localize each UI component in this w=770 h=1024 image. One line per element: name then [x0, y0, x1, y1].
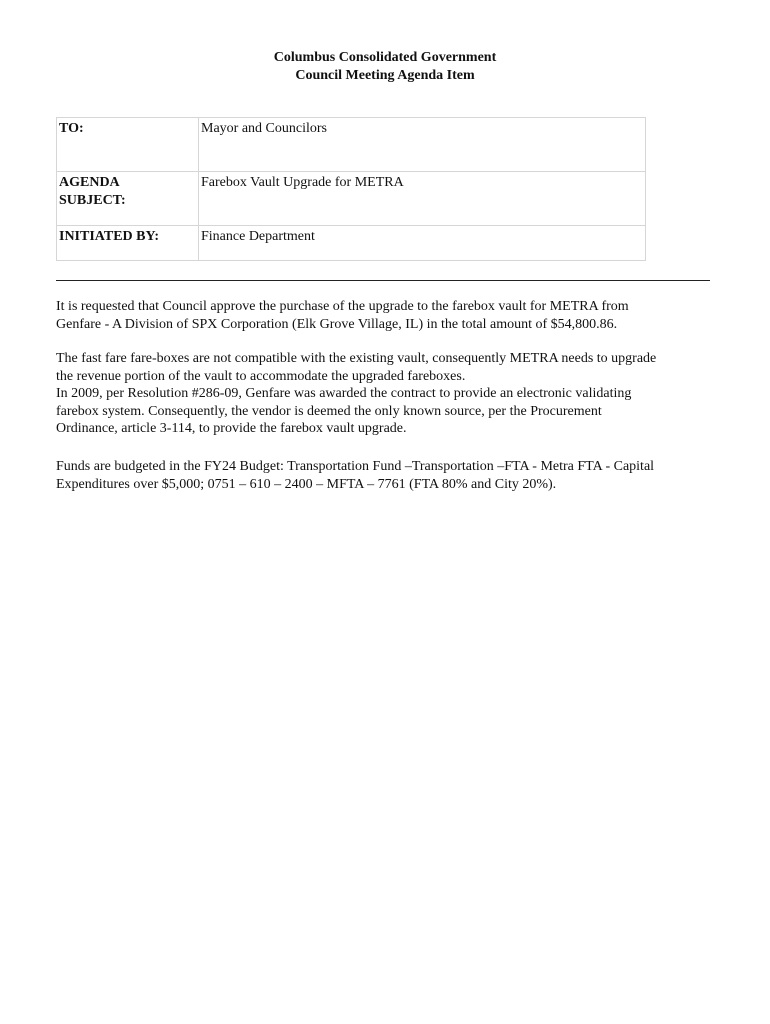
- paragraph-line: Expenditures over $5,000; 0751 – 610 – 2400 – MFTA – 7761 (FTA 80% and City 20%).: [56, 476, 557, 492]
- background-paragraph: [56, 350, 716, 438]
- table-row-initiated: [57, 226, 646, 261]
- paragraph-line: Ordinance, article 3-114, to provide the farebox vault upgrade.: [56, 421, 407, 436]
- subject-value: Farebox Vault Upgrade for METRA: [199, 172, 646, 226]
- funding-paragraph: [56, 458, 716, 493]
- subject-label: [57, 172, 199, 226]
- initiated-label: INITIATED BY:: [57, 226, 199, 261]
- request-paragraph: [56, 298, 716, 333]
- paragraph-line: Funds are budgeted in the FY24 Budget: Transportation Fund –Transportation –FTA - Metra FTA - Capital: [56, 459, 655, 474]
- table-row-subject: [57, 172, 646, 226]
- org-name: Columbus Consolidated Government: [273, 50, 497, 65]
- to-value: Mayor and Councilors: [199, 118, 646, 172]
- subject-label-line-1: AGENDA: [59, 175, 120, 190]
- subject-label-line-2: SUBJECT:: [59, 193, 126, 208]
- divider-line: [56, 280, 710, 281]
- agenda-info-table: [56, 117, 646, 261]
- document-type: Council Meeting Agenda Item: [295, 68, 475, 83]
- paragraph-line: It is requested that Council approve the purchase of the upgrade to the farebox vault for METRA from: [56, 299, 629, 314]
- table-row-to: [57, 118, 646, 172]
- initiated-value: Finance Department: [199, 226, 646, 261]
- document-title: [0, 49, 770, 85]
- paragraph-line: farebox system. Consequently, the vendor is deemed the only known source, per the Procurement: [56, 403, 602, 419]
- paragraph-line: the revenue portion of the vault to accommodate the upgraded fareboxes.: [56, 368, 466, 384]
- paragraph-line: The fast fare fare-boxes are not compatible with the existing vault, consequently METRA needs to upgrade: [56, 351, 657, 366]
- paragraph-line: Genfare - A Division of SPX Corporation (Elk Grove Village, IL) in the total amount of $54,800.86.: [56, 316, 618, 332]
- to-label: TO:: [57, 118, 199, 172]
- paragraph-line: In 2009, per Resolution #286-09, Genfare was awarded the contract to provide an electronic validating: [56, 386, 632, 401]
